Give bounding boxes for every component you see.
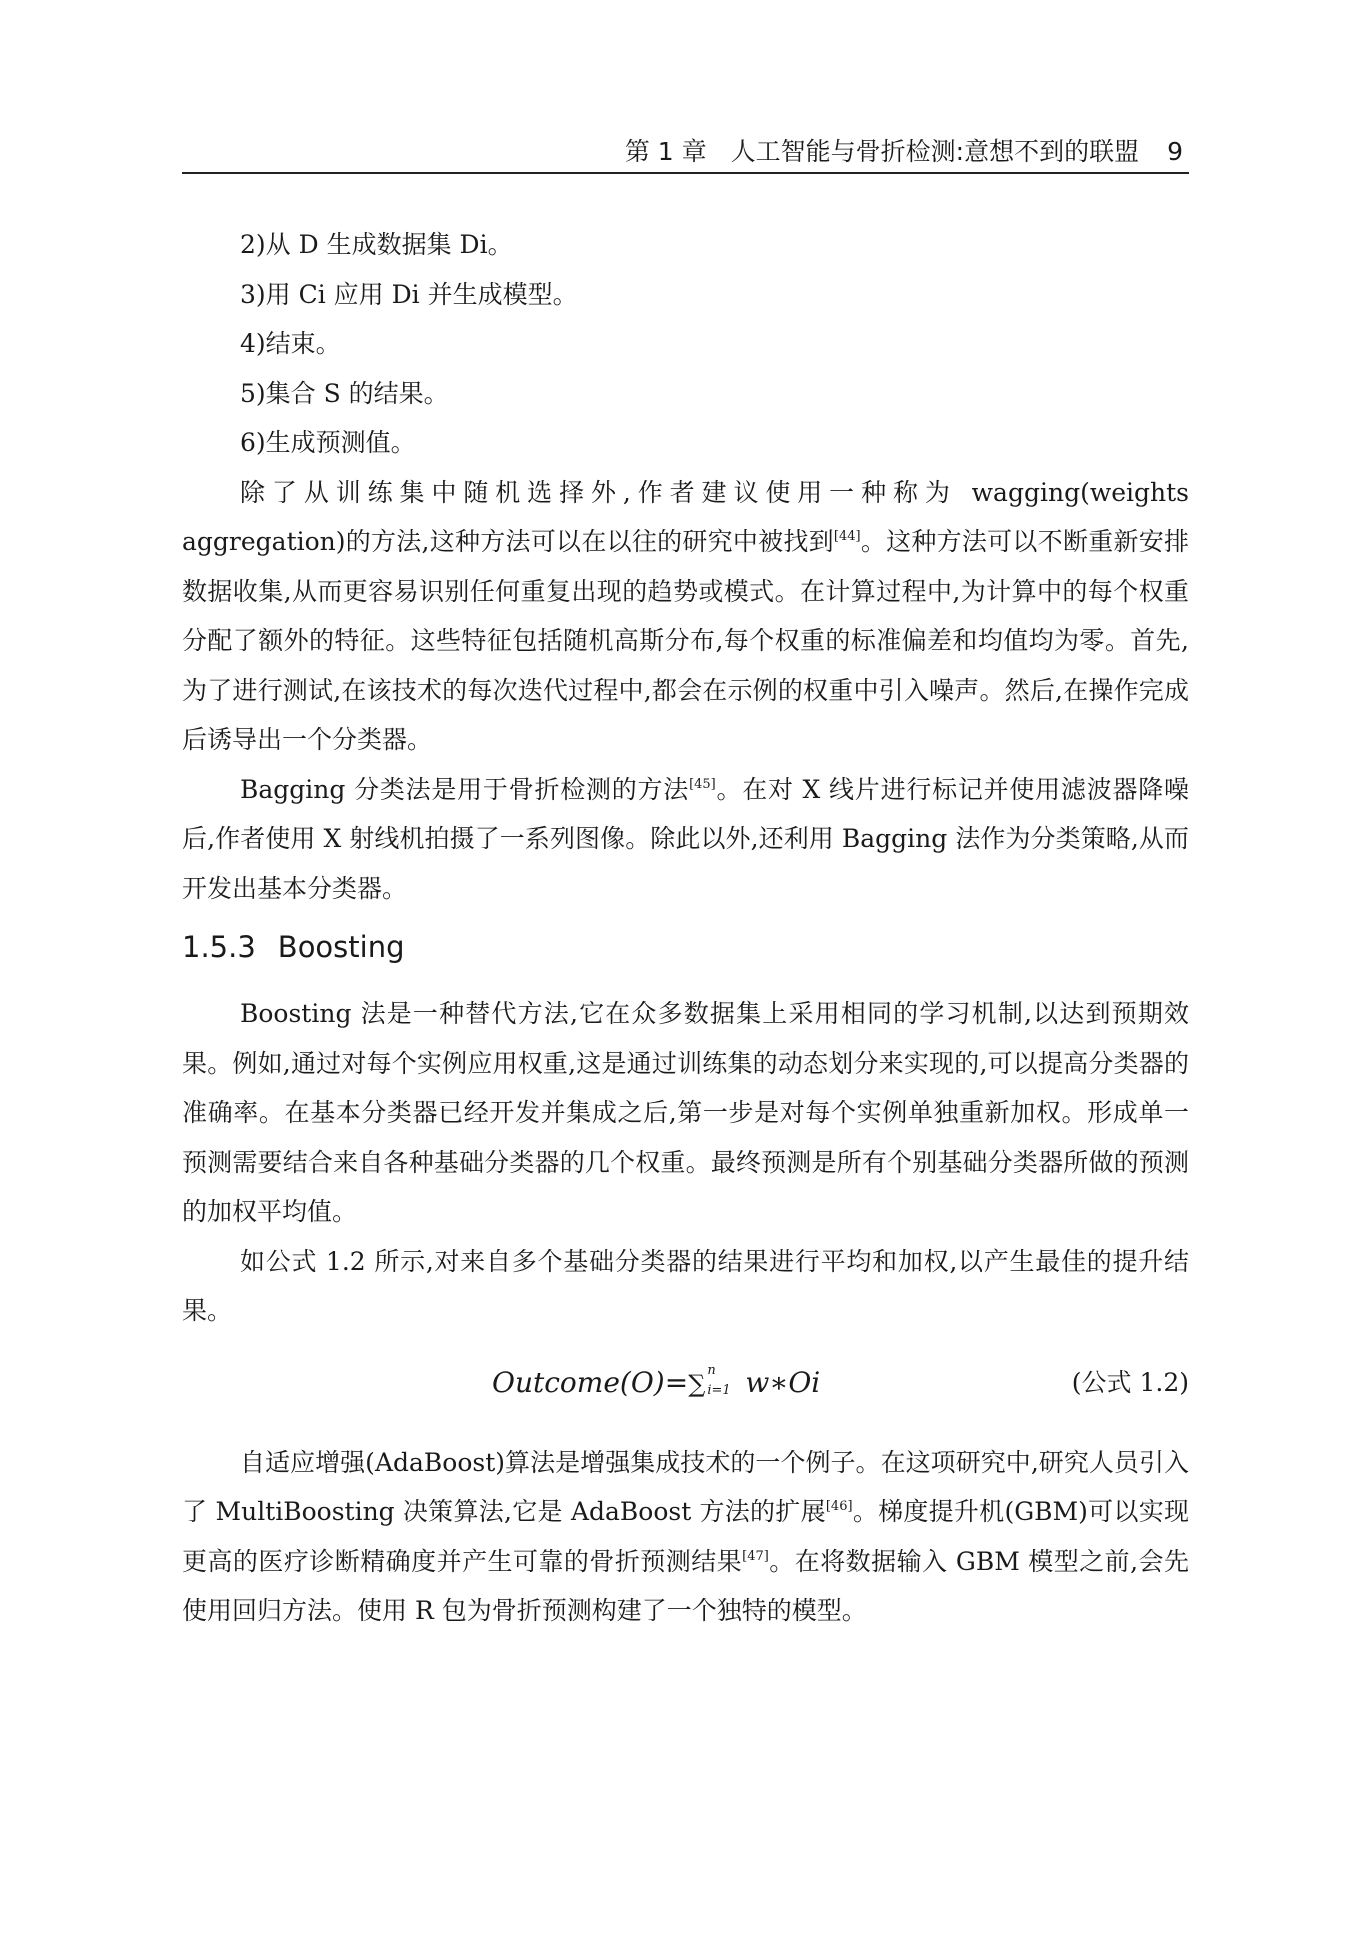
section-number: 1.5.3	[182, 930, 256, 964]
paragraph-text: 自适应增强(AdaBoost)算法是增强集成技术的一个例子。在这项研究中,研究人员引入了 MultiBoosting 决策算法,它是 AdaBoost 方法的扩展	[182, 1447, 1189, 1526]
equation-block	[182, 1354, 1189, 1414]
list-item: 3)用 Ci 应用 Di 并生成模型。	[240, 279, 578, 309]
paragraph-boosting: Boosting 法是一种替代方法,它在众多数据集上采用相同的学习机制,以达到预期效果。例如,通过对每个实例应用权重,这是通过训练集的动态划分来实现的,可以提高分类器的准确率。在基本分类器已经开发并集成之后,第一步是对每个实例单独重新加权。形成单一预测需要结合来自各种基础分类器的几个权重。最终预测是所有个别基础分类器所做的预测的加权平均值。	[182, 999, 1189, 1226]
list-item: 4)结束。	[240, 329, 341, 358]
section-title: Boosting	[277, 930, 405, 964]
paragraph-text: 。在将数据输入 GBM 模型之前,会先使用回归方法。使用 R 包为骨折预测构建了一个独特的模型。	[182, 1546, 1189, 1625]
equation-lhs: Outcome	[492, 1365, 620, 1399]
paragraph-text: 。梯度提升机(GBM)可以实现更高的医疗诊断精确度并产生可靠的骨折预测结果	[182, 1497, 1189, 1576]
paragraph-text: 。这种方法可以不断重新安排数据收集,从而更容易识别任何重复出现的趋势或模式。在计算过程中,为计算中的每个权重分配了额外的特征。这些特征包括随机高斯分布,每个权重的标准偏差和均值均为零。首先,为了进行测试,在该技术的每次迭代过程中,都会在示例的权重中引入噪声。然后,在操作完成后诱导出一个分类器。	[182, 527, 1189, 754]
paragraph-bagging	[182, 765, 1189, 914]
equation-label: (公式 1.2)	[1071, 1367, 1189, 1397]
paragraph-text: Bagging 分类法是用于骨折检测的方法	[240, 774, 690, 804]
citation-44: [44]	[833, 529, 861, 544]
equation-formula	[492, 1358, 820, 1409]
page-body	[182, 220, 1189, 1636]
sum-lower-limit: i=1	[707, 1383, 731, 1398]
sum-symbol: ∑	[688, 1369, 706, 1398]
citation-46: [46]	[825, 1499, 853, 1514]
paragraph-formula-intro: 如公式 1.2 所示,对来自多个基础分类器的结果进行平均和加权,以产生最佳的提升结果。	[182, 1246, 1189, 1325]
citation-47: [47]	[742, 1548, 769, 1564]
equation-arg: (O)	[619, 1365, 665, 1399]
sum-limits	[705, 1364, 745, 1404]
sum-upper-limit: n	[707, 1363, 716, 1378]
running-header	[182, 132, 1189, 174]
paragraph-wagging	[182, 468, 1189, 765]
equation-equals: =	[664, 1365, 689, 1399]
page-number: 9	[1167, 137, 1183, 166]
list-item: 2)从 D 生成数据集 Di。	[240, 230, 513, 259]
paragraph-text: 除了从训练集中随机选择外,作者建议使用一种称为 wagging(weights aggregation)的方法,这种方法可以在以往的研究中被找到	[182, 477, 1189, 556]
section-heading	[182, 927, 1189, 967]
paragraph-text: 。在对 X 线片进行标记并使用滤波器降噪后,作者使用 X 射线机拍摄了一系列图像。除此以外,还利用 Bagging 法作为分类策略,从而开发出基本分类器。	[182, 774, 1189, 903]
header-chapter-title: 人工智能与骨折检测:意想不到的联盟	[730, 137, 1140, 166]
list-item: 6)生成预测值。	[240, 428, 416, 457]
header-chapter: 第 1 章	[624, 137, 707, 166]
equation-rhs: w∗Oi	[745, 1365, 821, 1399]
citation-45: [45]	[689, 776, 716, 792]
list-item: 5)集合 S 的结果。	[240, 378, 449, 408]
paragraph-adaboost	[182, 1438, 1189, 1636]
